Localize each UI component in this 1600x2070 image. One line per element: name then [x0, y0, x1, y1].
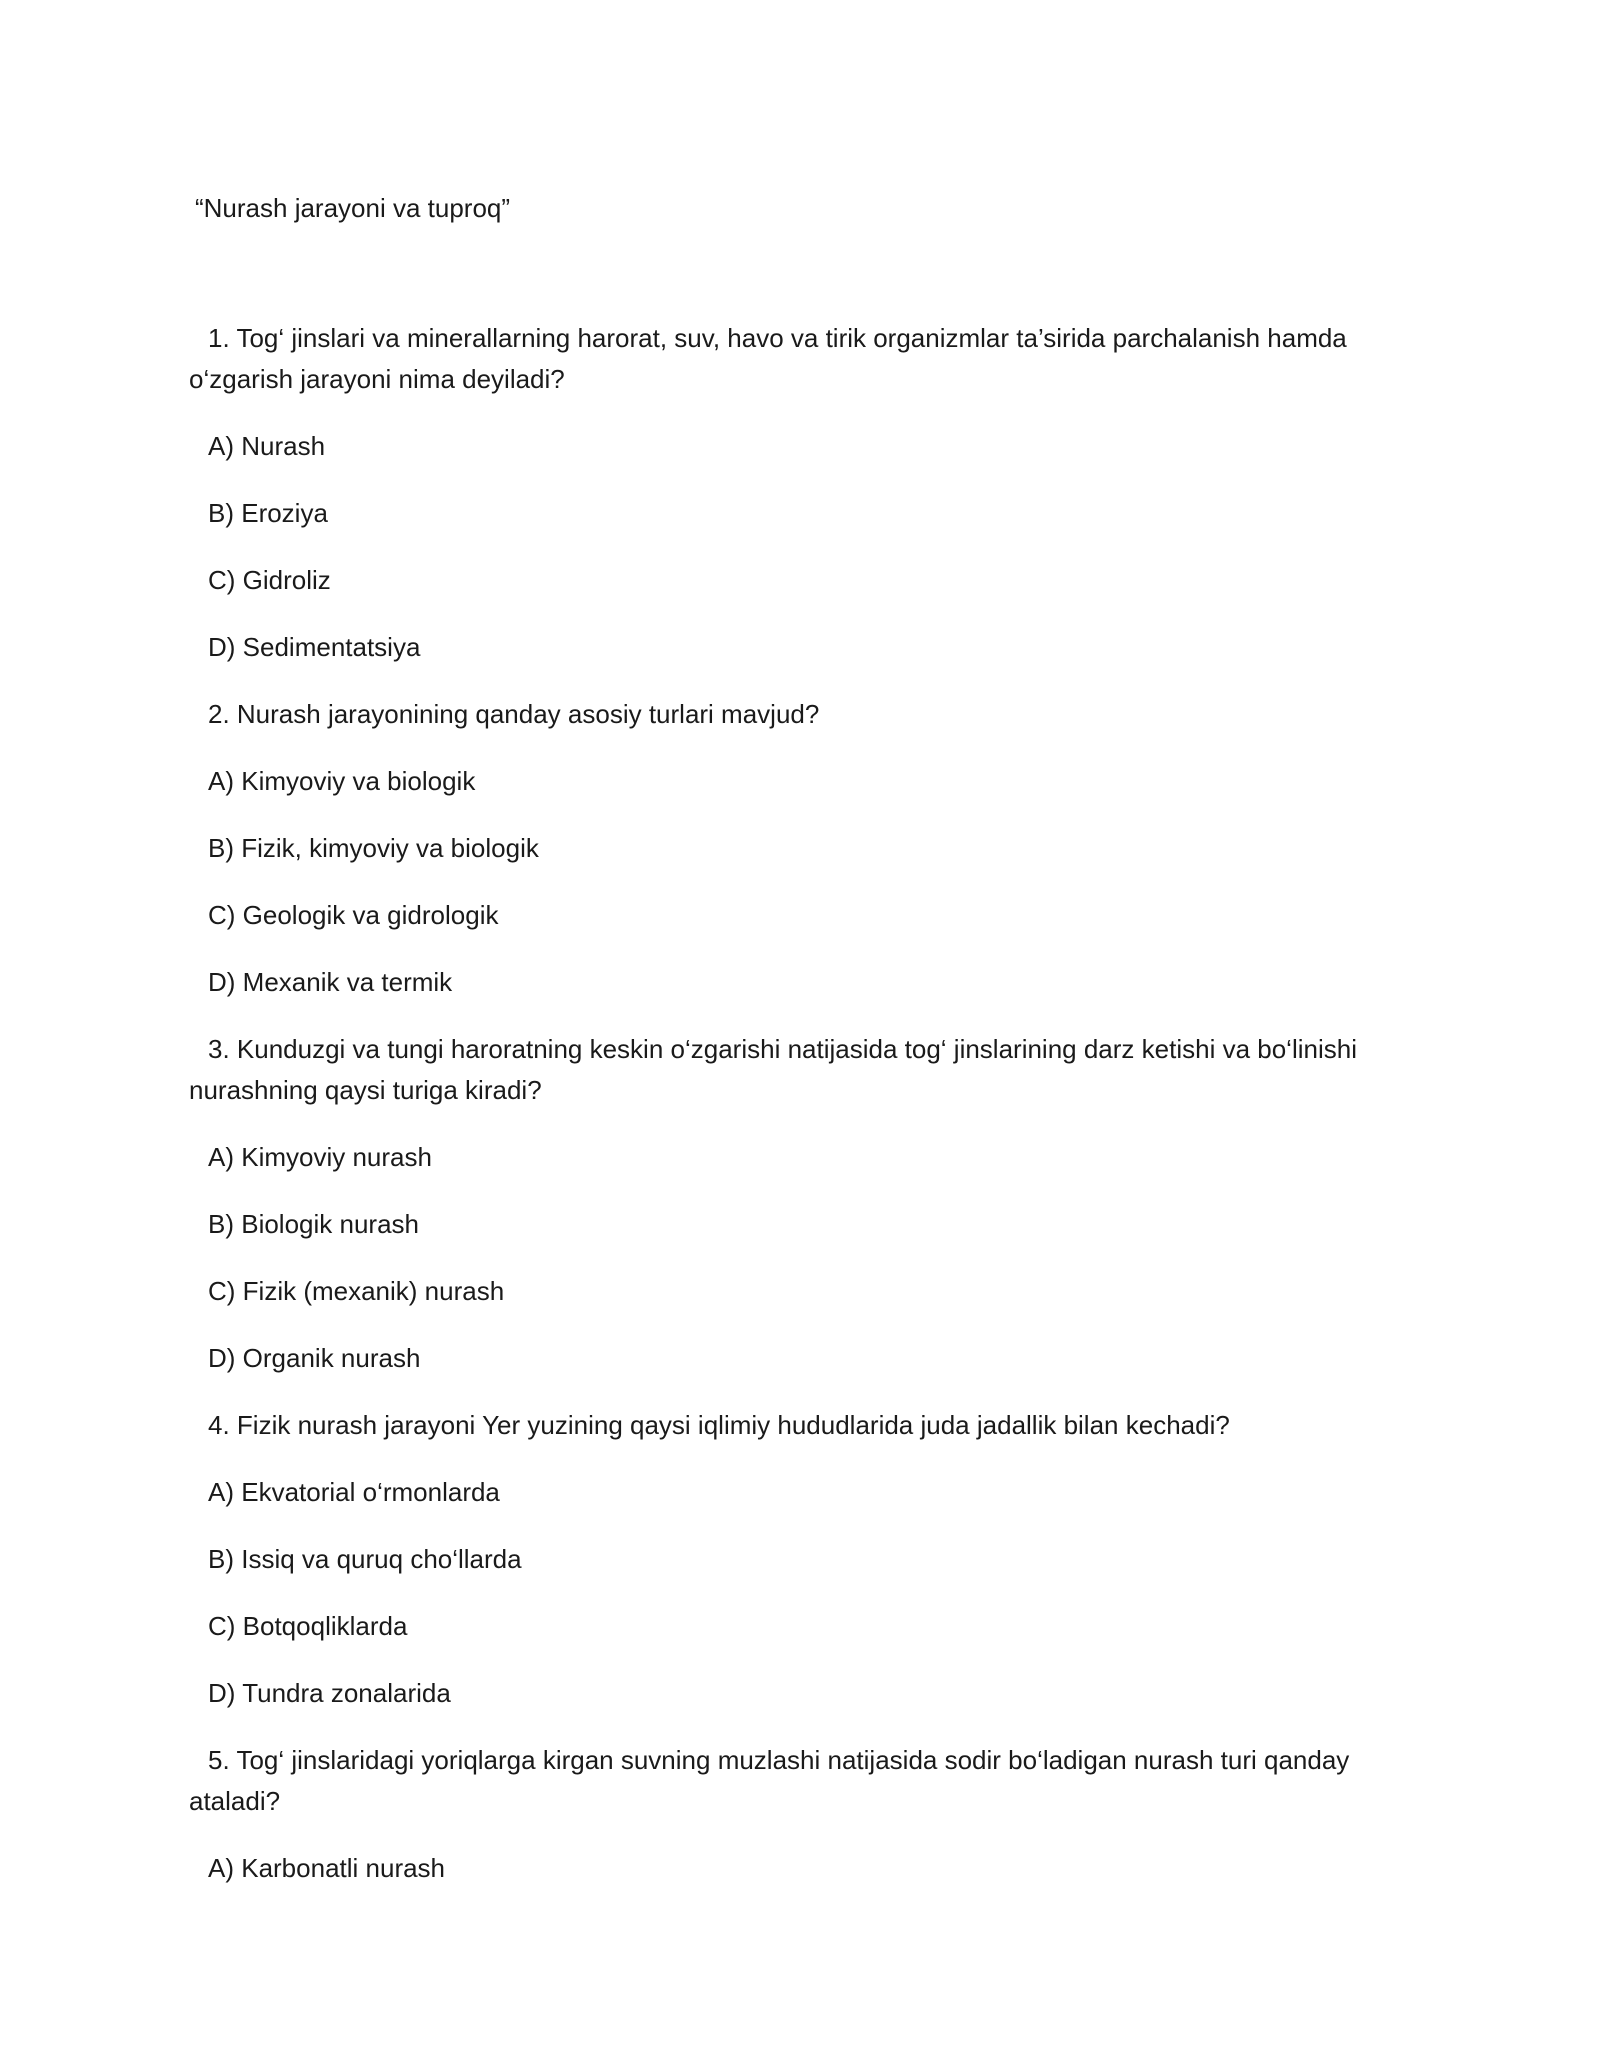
answer-option: A) Kimyoviy va biologik — [208, 766, 476, 796]
question-text: 4. Fizik nurash jarayoni Yer yuzining qaysi iqlimiy hududlarida juda jadallik bilan kechadi? — [208, 1410, 1230, 1440]
question-text: 2. Nurash jarayonining qanday asosiy turlari mavjud? — [208, 699, 820, 729]
answer-option: A) Nurash — [208, 431, 326, 461]
answer-option: C) Fizik (mexanik) nurash — [208, 1276, 505, 1306]
answer-option: D) Sedimentatsiya — [208, 632, 421, 662]
answer-option: B) Eroziya — [208, 498, 328, 528]
question-list — [189, 318, 1389, 1915]
answer-option: D) Tundra zonalarida — [208, 1678, 451, 1708]
answer-option: B) Biologik nurash — [208, 1209, 419, 1239]
answer-option: C) Geologik va gidrologik — [208, 900, 499, 930]
answer-option: B) Issiq va quruq cho‘llarda — [208, 1544, 522, 1574]
answer-option: D) Organik nurash — [208, 1343, 421, 1373]
answer-option: A) Karbonatli nurash — [208, 1853, 446, 1883]
answer-option: C) Gidroliz — [208, 565, 331, 595]
document-title: “Nurash jarayoni va tuproq” — [195, 193, 511, 223]
question-text: 5. Tog‘ jinslaridagi yoriqlarga kirgan suvning muzlashi natijasida sodir bo‘ladigan nurash turi qanday ataladi? — [189, 1745, 1350, 1816]
answer-option: A) Ekvatorial o‘rmonlarda — [208, 1477, 500, 1507]
answer-option: C) Botqoqliklarda — [208, 1611, 408, 1641]
answer-option: B) Fizik, kimyoviy va biologik — [208, 833, 539, 863]
answer-option: D) Mexanik va termik — [208, 967, 453, 997]
question-text: 3. Kunduzgi va tungi haroratning keskin o‘zgarishi natijasida tog‘ jinslarining darz ketishi va bo‘linishi nurashning qaysi turiga kiradi? — [189, 1034, 1357, 1105]
answer-option: A) Kimyoviy nurash — [208, 1142, 432, 1172]
question-text: 1. Tog‘ jinslari va minerallarning harorat, suv, havo va tirik organizmlar ta’sirida parchalanish hamda o‘zgarish jarayoni nima deyiladi? — [189, 323, 1347, 394]
